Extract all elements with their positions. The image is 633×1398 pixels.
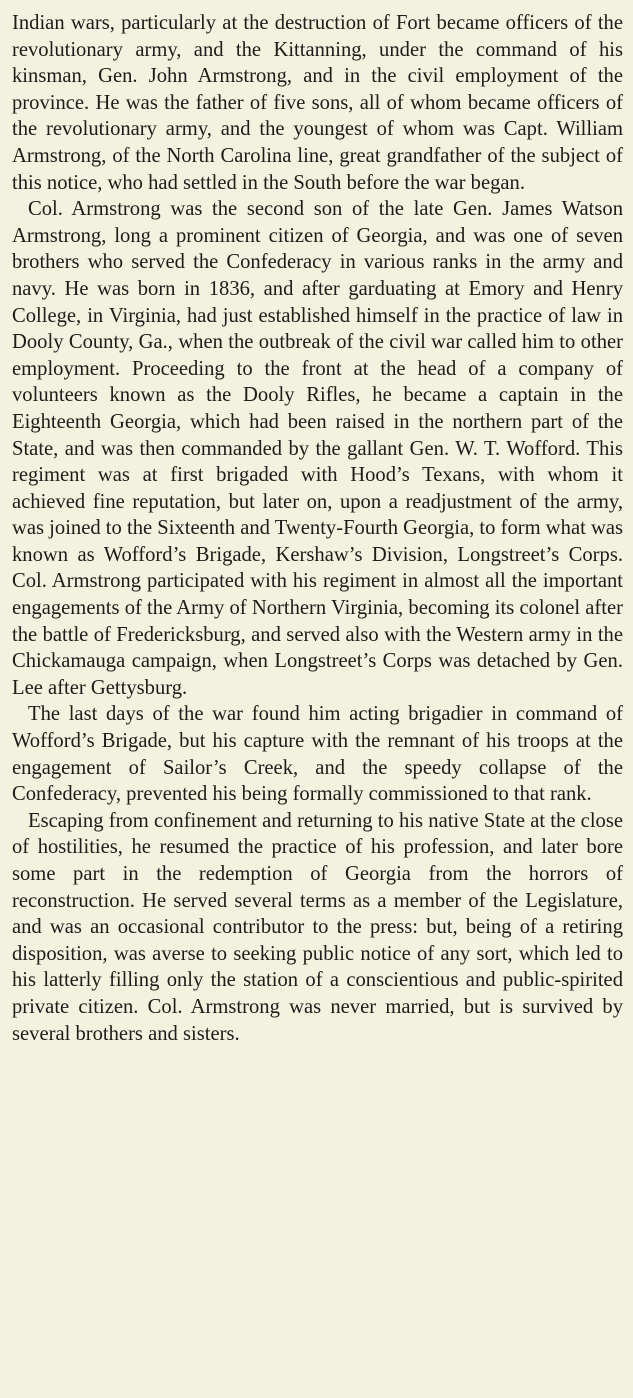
- paragraph-2: Col. Armstrong was the second son of the late Gen. James Watson Armstrong, long a prominent citizen of Georgia, and was one of seven brothers who served the Confederacy in various ranks in the army and navy. He was born in 1836, and after garduating at Emory and Henry College, in Virginia, had just established himself in the practice of law in Dooly County, Ga., when the outbreak of the civil war called him to other employment. Proceeding to the front at the head of a company of volunteers known as the Dooly Rifles, he became a captain in the Eighteenth Georgia, which had been raised in the northern part of the State, and was then commanded by the gallant Gen. W. T. Wofford. This regiment was at first brigaded with Hood’s Texans, with whom it achieved fine reputation, but later on, upon a readjustment of the army, was joined to the Sixteenth and Twenty-Fourth Georgia, to form what was known as Wofford’s Brigade, Kershaw’s Division, Longstreet’s Corps. Col. Armstrong participated with his regiment in almost all the important engagements of the Army of Northern Virginia, becoming its colonel after the battle of Fredericksburg, and served also with the Western army in the Chickamauga campaign, when Longstreet’s Corps was detached by Gen. Lee after Gettysburg.: [12, 198, 623, 699]
- article-text: [12, 10, 623, 1047]
- paragraph-4: Escaping from confinement and returning to his native State at the close of hostilities, he resumed the practice of his profession, and later bore some part in the redemption of Georgia from the horrors of reconstruction. He served several terms as a member of the Legislature, and was an occasional contributor to the press: but, being of a retiring disposition, was averse to seeking public notice of any sort, which led to his latterly filling only the station of a conscientious and public-spirited private citizen. Col. Armstrong was never married, but is survived by several brothers and sisters.: [12, 809, 623, 1045]
- paragraph-1: Indian wars, particularly at the destruction of Fort became officers of the revolutionary army, and the Kittanning, under the command of his kinsman, Gen. John Armstrong, and in the civil employment of the province. He was the father of five sons, all of whom became officers of the revolutionary army, and the youngest of whom was Capt. William Armstrong, of the North Carolina line, great grandfather of the subject of this notice, who had settled in the South before the war began.: [12, 12, 623, 194]
- paragraph-3: The last days of the war found him acting brigadier in command of Wofford’s Brigade, but his capture with the remnant of his troops at the engagement of Sailor’s Creek, and the speedy collapse of the Confederacy, prevented his being formally commissioned to that rank.: [12, 703, 623, 806]
